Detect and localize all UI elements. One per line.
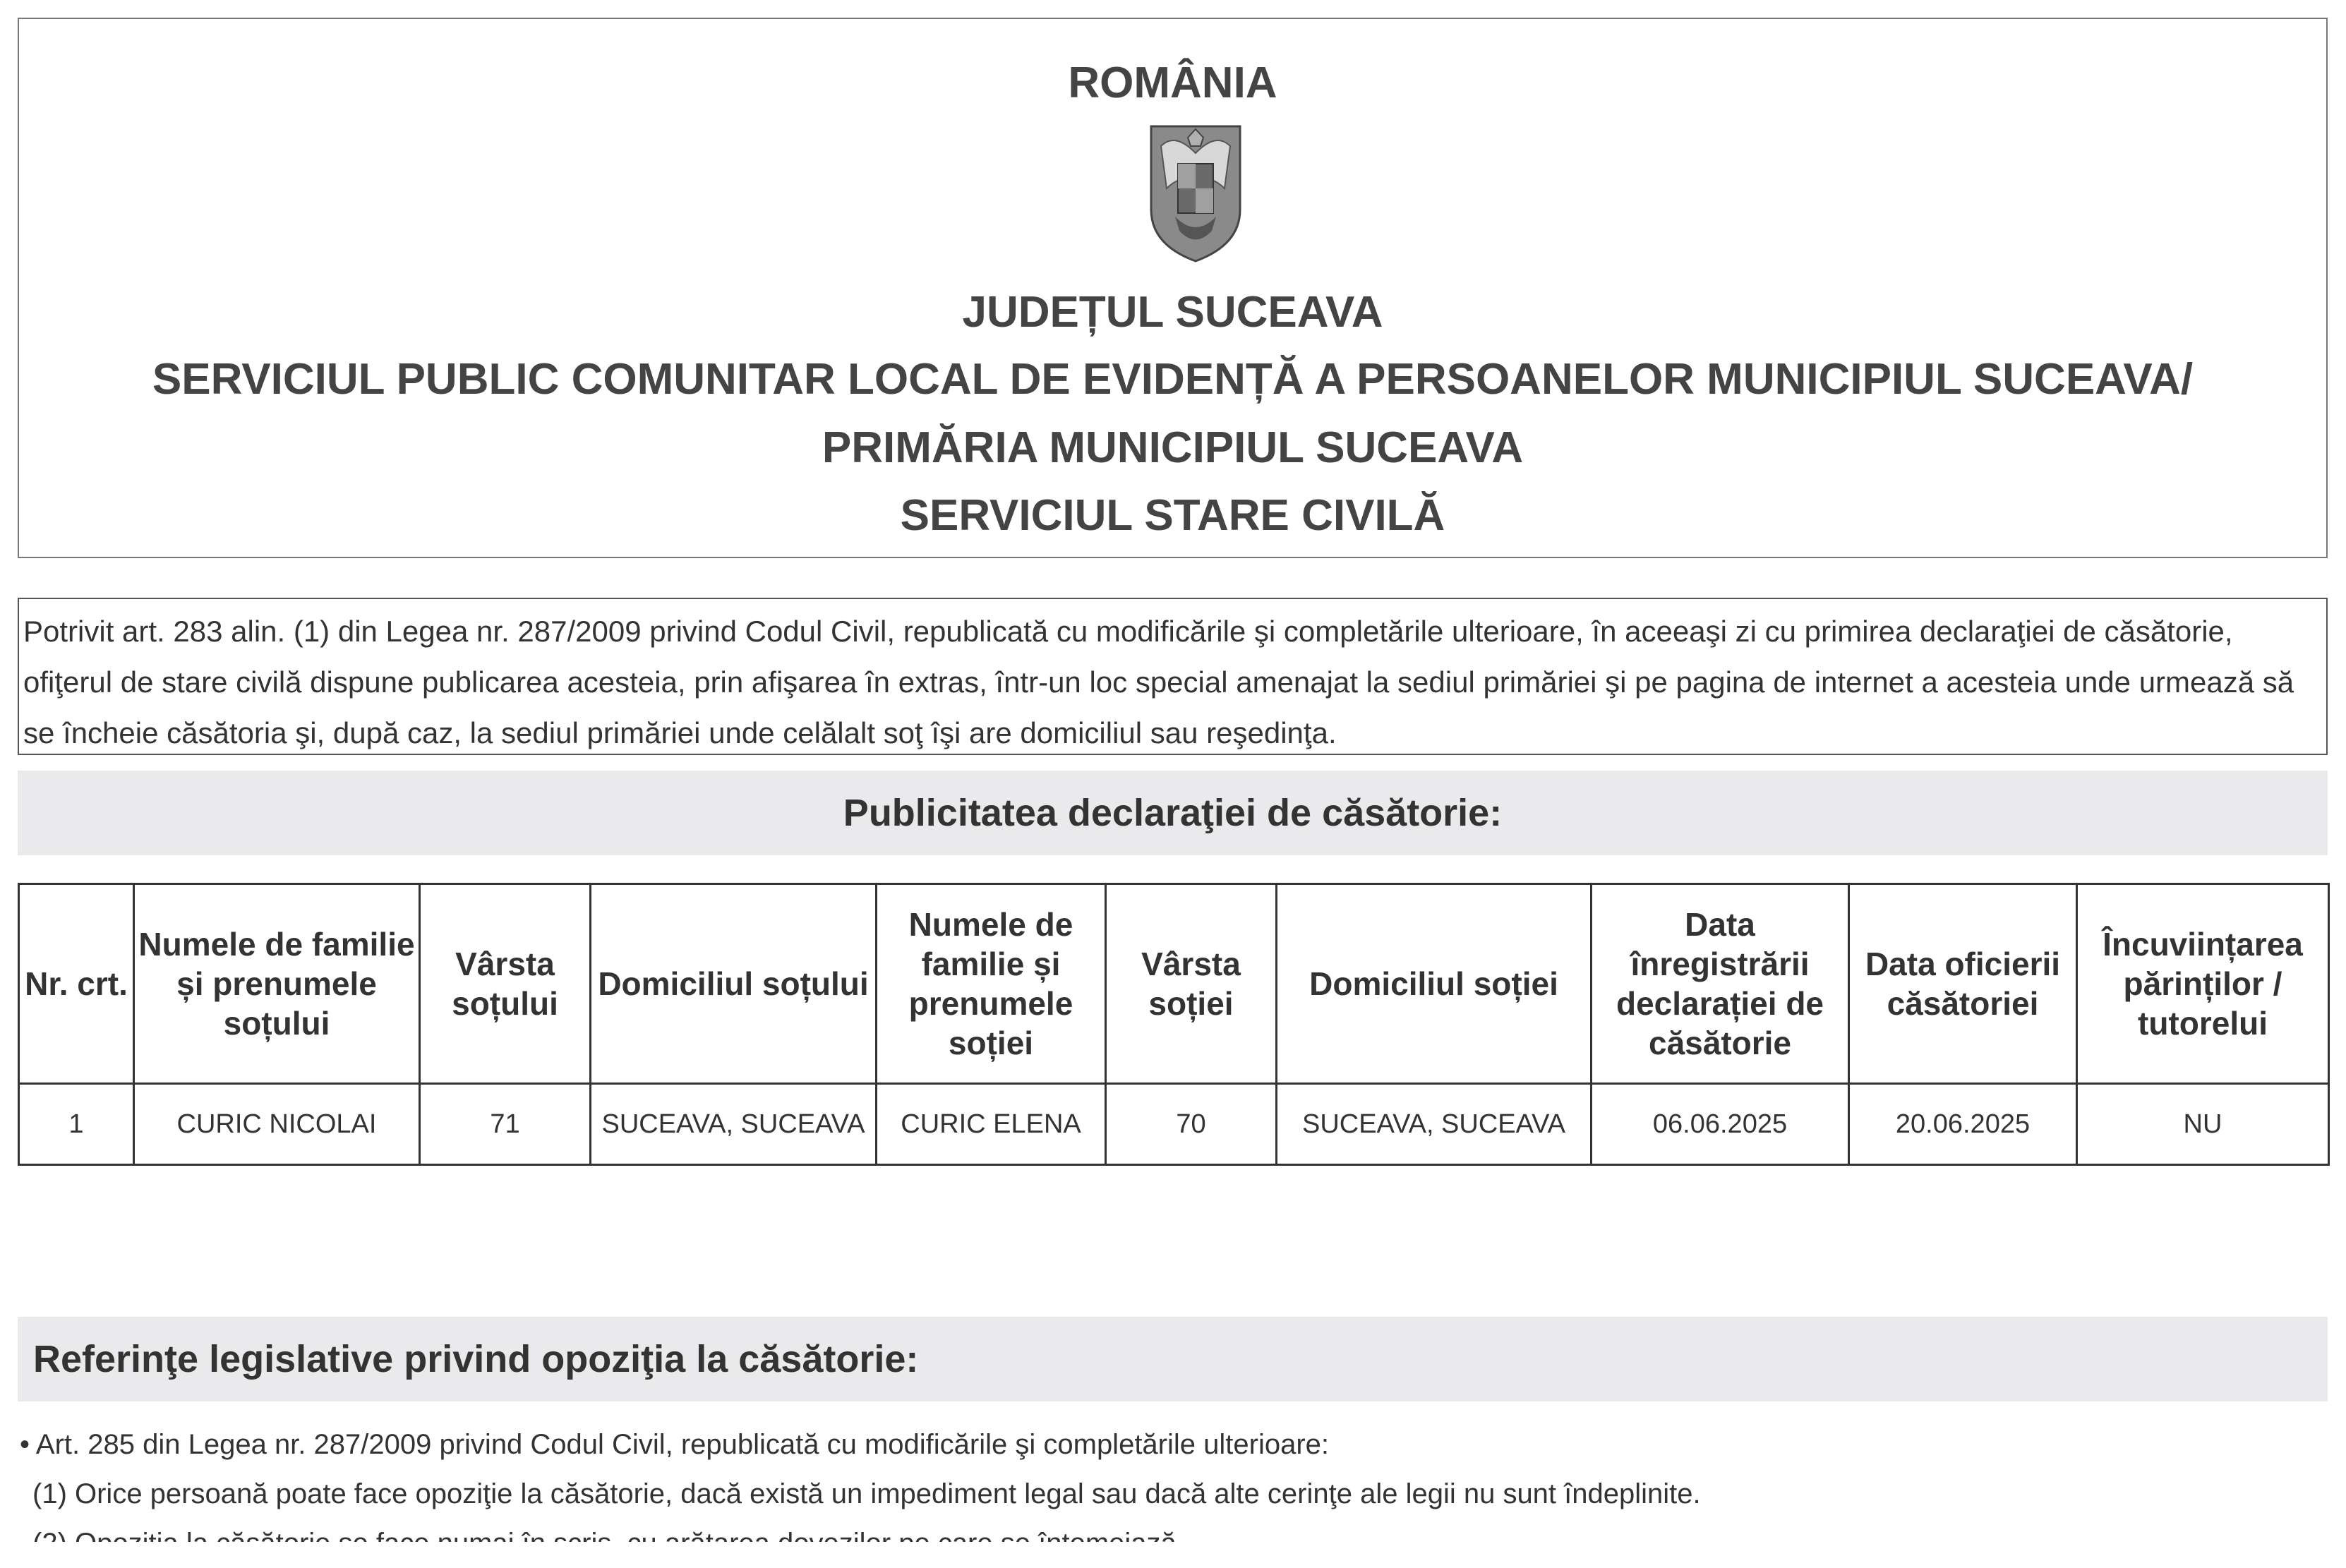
declarations-table [18,883,2330,1166]
table-header-cell: Domiciliul soțului [591,884,877,1084]
table-cell: SUCEAVA, SUCEAVA [591,1084,877,1165]
ref-article: • Art. 285 din Legea nr. 287/2009 privind Codul Civil, republicată cu modificările şi completările ulterioare: [20,1429,1329,1460]
table-cell: 70 [1106,1084,1277,1165]
table-header-cell: Numele de familie și prenumele soției [877,884,1106,1084]
table-header-cell: Încuviințarea părinților / tutorelui [2077,884,2329,1084]
table-header-cell: Vârsta soțului [420,884,591,1084]
ref-paragraph-1: (1) Orice persoană poate face opoziţie la căsătorie, dacă există un impediment legal sau dacă alte cerinţe ale legii nu sunt îndeplinite. [32,1478,1701,1509]
header-line-civil-status: SERVICIUL STARE CIVILĂ [900,491,1445,540]
header-line-service: SERVICIUL PUBLIC COMUNITAR LOCAL DE EVIDENȚĂ A PERSOANELOR MUNICIPIUL SUCEAVA/ [152,355,2194,404]
table-cell: 20.06.2025 [1849,1084,2077,1165]
header-line-city-hall: PRIMĂRIA MUNICIPIUL SUCEAVA [822,423,1524,472]
table-cell: CURIC NICOLAI [134,1084,420,1165]
table-row [19,1084,2329,1165]
table-header-cell: Numele de familie și prenumele soțului [134,884,420,1084]
table-header-cell: Domiciliul soției [1277,884,1592,1084]
table-cell: SUCEAVA, SUCEAVA [1277,1084,1592,1165]
table-header-cell: Nr. crt. [19,884,134,1084]
table-cell: CURIC ELENA [877,1084,1106,1165]
section-title-publicity: Publicitatea declaraţiei de căsătorie: [18,771,2328,855]
table-cell: 06.06.2025 [1592,1084,1849,1165]
country-title: ROMÂNIA [1068,59,1277,107]
table-cell: 1 [19,1084,134,1165]
table-cell: NU [2077,1084,2329,1165]
header-box [18,18,2328,558]
table-header-cell: Vârsta soției [1106,884,1277,1084]
table-header-row [19,884,2329,1084]
section-title-legal-refs: Referinţe legislative privind opoziţia la căsătorie: [18,1317,2328,1401]
intro-paragraph: Potrivit art. 283 alin. (1) din Legea nr. 287/2009 privind Codul Civil, republicată cu modificările şi completările ulterioare, în aceeaşi zi cu primirea declaraţiei de căsătorie, ofiţerul de stare civilă dispune publicarea acesteia, prin afişarea în extras, într-un loc special amenajat la sediul primăriei şi pe pagina de internet a acesteia unde urmează să se încheie căsătoria şi, după caz, la sediul primăriei unde celălalt soţ îşi are domiciliul sau reşedinţa. [18,598,2328,755]
header-line-county: JUDEȚUL SUCEAVA [962,288,1383,337]
table-header-cell: Data înregistrării declarației de căsătorie [1592,884,1849,1084]
table-cell: 71 [420,1084,591,1165]
table-header-cell: Data oficierii căsătoriei [1849,884,2077,1084]
page-bottom-edge [0,1542,2346,1562]
coat-of-arms-icon [1147,125,1244,263]
